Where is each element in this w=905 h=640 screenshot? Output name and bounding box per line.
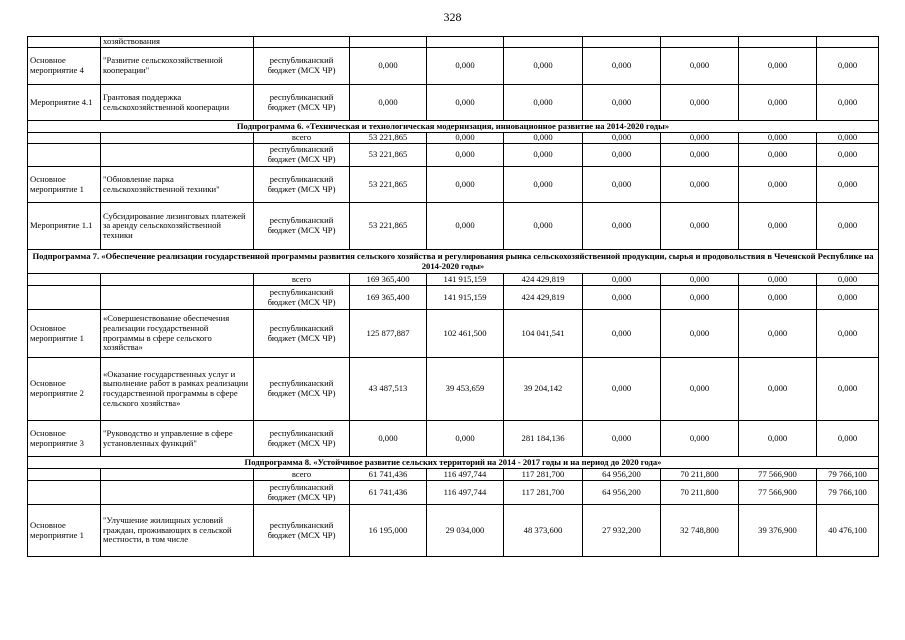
activity-name-cell bbox=[101, 469, 254, 481]
activity-name-cell bbox=[101, 133, 254, 144]
table-row bbox=[28, 144, 879, 167]
year-value-cell: 0,000 bbox=[739, 133, 817, 144]
year-value-cell: 125 877,887 bbox=[350, 310, 427, 358]
activity-type-cell: Основное мероприятие 4 bbox=[28, 48, 101, 85]
year-value-cell: 0,000 bbox=[817, 144, 879, 167]
year-value-cell: 0,000 bbox=[583, 274, 661, 286]
funding-source-cell: республиканский бюджет (МСХ ЧР) bbox=[254, 505, 350, 557]
subprogram-title: Подпрограмма 7. «Обеспечение реализации государственной программы развития сельского хозяйства и регулирования рынка сельскохозяйственной продукции, сырья и продовольствия в Чеченской Республике на 2014-2020 годы» bbox=[28, 250, 879, 274]
year-value-cell: 0,000 bbox=[504, 144, 583, 167]
year-value-cell: 0,000 bbox=[739, 310, 817, 358]
year-value-cell: 0,000 bbox=[583, 310, 661, 358]
year-value-cell: 0,000 bbox=[427, 144, 504, 167]
year-value-cell bbox=[661, 37, 739, 48]
table-row bbox=[28, 203, 879, 250]
funding-source-cell: республиканский бюджет (МСХ ЧР) bbox=[254, 310, 350, 358]
funding-source-cell: республиканский бюджет (МСХ ЧР) bbox=[254, 48, 350, 85]
year-value-cell: 116 497,744 bbox=[427, 469, 504, 481]
year-value-cell: 0,000 bbox=[739, 286, 817, 310]
year-value-cell: 0,000 bbox=[661, 358, 739, 421]
year-value-cell: 116 497,744 bbox=[427, 481, 504, 505]
year-value-cell: 53 221,865 bbox=[350, 133, 427, 144]
year-value-cell: 0,000 bbox=[661, 274, 739, 286]
activity-name-cell bbox=[101, 481, 254, 505]
year-value-cell: 0,000 bbox=[350, 48, 427, 85]
table-row bbox=[28, 274, 879, 286]
year-value-cell bbox=[350, 37, 427, 48]
year-value-cell: 0,000 bbox=[583, 358, 661, 421]
year-value-cell: 0,000 bbox=[583, 167, 661, 203]
activity-name-cell: «Совершенствование обеспечения реализации государственной программы в сфере сельского хозяйства» bbox=[101, 310, 254, 358]
year-value-cell: 0,000 bbox=[661, 310, 739, 358]
year-value-cell: 0,000 bbox=[817, 421, 879, 457]
year-value-cell: 141 915,159 bbox=[427, 274, 504, 286]
year-value-cell: 0,000 bbox=[427, 48, 504, 85]
activity-name-cell: "Руководство и управление в сфере установленных функций" bbox=[101, 421, 254, 457]
year-value-cell: 281 184,136 bbox=[504, 421, 583, 457]
activity-type-cell: Основное мероприятие 3 bbox=[28, 421, 101, 457]
year-value-cell: 40 476,100 bbox=[817, 505, 879, 557]
year-value-cell: 61 741,436 bbox=[350, 469, 427, 481]
year-value-cell: 0,000 bbox=[739, 274, 817, 286]
table-row bbox=[28, 481, 879, 505]
activity-type-cell: Основное мероприятие 2 bbox=[28, 358, 101, 421]
activity-name-cell: Грантовая поддержка сельскохозяйственной кооперации bbox=[101, 85, 254, 121]
year-value-cell: 0,000 bbox=[583, 85, 661, 121]
funding-source-cell: республиканский бюджет (МСХ ЧР) bbox=[254, 286, 350, 310]
year-value-cell: 39 376,900 bbox=[739, 505, 817, 557]
year-value-cell: 117 281,700 bbox=[504, 469, 583, 481]
activity-name-cell: "Улучшение жилищных условий граждан, проживающих в сельской местности, в том числе bbox=[101, 505, 254, 557]
year-value-cell: 0,000 bbox=[817, 358, 879, 421]
year-value-cell: 53 221,865 bbox=[350, 144, 427, 167]
year-value-cell: 0,000 bbox=[661, 48, 739, 85]
activity-name-cell bbox=[101, 286, 254, 310]
year-value-cell: 0,000 bbox=[504, 167, 583, 203]
activity-name-cell bbox=[101, 274, 254, 286]
year-value-cell: 0,000 bbox=[739, 167, 817, 203]
funding-source-cell: всего bbox=[254, 274, 350, 286]
subprogram-title: Подпрограмма 8. «Устойчивое развитие сельских территорий на 2014 - 2017 годы и на период до 2020 года» bbox=[28, 457, 879, 469]
funding-source-cell: всего bbox=[254, 469, 350, 481]
funding-source-cell bbox=[254, 37, 350, 48]
activity-type-cell bbox=[28, 469, 101, 481]
year-value-cell: 0,000 bbox=[427, 85, 504, 121]
year-value-cell: 0,000 bbox=[739, 85, 817, 121]
year-value-cell: 0,000 bbox=[504, 48, 583, 85]
year-value-cell: 0,000 bbox=[661, 203, 739, 250]
table-row bbox=[28, 469, 879, 481]
year-value-cell: 70 211,800 bbox=[661, 481, 739, 505]
activity-name-cell: "Обновление парка сельскохозяйственной техники" bbox=[101, 167, 254, 203]
year-value-cell bbox=[504, 37, 583, 48]
year-value-cell: 0,000 bbox=[817, 286, 879, 310]
year-value-cell: 169 365,400 bbox=[350, 274, 427, 286]
year-value-cell: 141 915,159 bbox=[427, 286, 504, 310]
activity-type-cell: Основное мероприятие 1 bbox=[28, 505, 101, 557]
year-value-cell: 0,000 bbox=[661, 286, 739, 310]
year-value-cell: 0,000 bbox=[739, 421, 817, 457]
activity-name-cell bbox=[101, 144, 254, 167]
table-row bbox=[28, 48, 879, 85]
year-value-cell: 77 566,900 bbox=[739, 469, 817, 481]
activity-name-cell: «Оказание государственных услуг и выполнение работ в рамках реализации государственной программы в сфере сельского хозяйства» bbox=[101, 358, 254, 421]
year-value-cell: 53 221,865 bbox=[350, 167, 427, 203]
funding-source-cell: республиканский бюджет (МСХ ЧР) bbox=[254, 167, 350, 203]
year-value-cell: 0,000 bbox=[350, 85, 427, 121]
year-value-cell: 0,000 bbox=[504, 85, 583, 121]
budget-table-body bbox=[28, 37, 879, 557]
subprogram-row bbox=[28, 457, 879, 469]
funding-source-cell: республиканский бюджет (МСХ ЧР) bbox=[254, 203, 350, 250]
year-value-cell: 77 566,900 bbox=[739, 481, 817, 505]
year-value-cell: 39 453,659 bbox=[427, 358, 504, 421]
year-value-cell: 0,000 bbox=[661, 85, 739, 121]
year-value-cell: 0,000 bbox=[817, 133, 879, 144]
funding-source-cell: республиканский бюджет (МСХ ЧР) bbox=[254, 481, 350, 505]
year-value-cell: 0,000 bbox=[583, 203, 661, 250]
year-value-cell: 79 766,100 bbox=[817, 469, 879, 481]
year-value-cell: 0,000 bbox=[583, 421, 661, 457]
table-row bbox=[28, 310, 879, 358]
year-value-cell: 0,000 bbox=[427, 167, 504, 203]
subprogram-title: Подпрограмма 6. «Техническая и технологическая модернизация, инновационное развитие на 2014-2020 годы» bbox=[28, 121, 879, 133]
funding-source-cell: республиканский бюджет (МСХ ЧР) bbox=[254, 358, 350, 421]
table-row bbox=[28, 167, 879, 203]
year-value-cell: 0,000 bbox=[583, 48, 661, 85]
year-value-cell bbox=[583, 37, 661, 48]
year-value-cell: 0,000 bbox=[661, 133, 739, 144]
table-row bbox=[28, 133, 879, 144]
funding-source-cell: республиканский бюджет (МСХ ЧР) bbox=[254, 85, 350, 121]
year-value-cell: 0,000 bbox=[817, 167, 879, 203]
year-value-cell: 79 766,100 bbox=[817, 481, 879, 505]
table-row bbox=[28, 37, 879, 48]
year-value-cell: 0,000 bbox=[817, 203, 879, 250]
year-value-cell: 16 195,000 bbox=[350, 505, 427, 557]
year-value-cell: 0,000 bbox=[427, 421, 504, 457]
activity-name-cell: Субсидирование лизинговых платежей за аренду сельскохозяйственной техники bbox=[101, 203, 254, 250]
budget-table bbox=[27, 36, 879, 557]
activity-type-cell: Мероприятие 4.1 bbox=[28, 85, 101, 121]
year-value-cell: 104 041,541 bbox=[504, 310, 583, 358]
table-row bbox=[28, 358, 879, 421]
year-value-cell: 64 956,200 bbox=[583, 481, 661, 505]
year-value-cell: 43 487,513 bbox=[350, 358, 427, 421]
year-value-cell: 0,000 bbox=[350, 421, 427, 457]
year-value-cell: 0,000 bbox=[661, 167, 739, 203]
funding-source-cell: республиканский бюджет (МСХ ЧР) bbox=[254, 144, 350, 167]
table-row bbox=[28, 421, 879, 457]
year-value-cell: 39 204,142 bbox=[504, 358, 583, 421]
subprogram-row bbox=[28, 121, 879, 133]
year-value-cell: 0,000 bbox=[427, 133, 504, 144]
page-number: 328 bbox=[443, 10, 462, 24]
year-value-cell: 70 211,800 bbox=[661, 469, 739, 481]
year-value-cell: 0,000 bbox=[817, 85, 879, 121]
year-value-cell: 169 365,400 bbox=[350, 286, 427, 310]
year-value-cell: 0,000 bbox=[817, 274, 879, 286]
activity-type-cell: Основное мероприятие 1 bbox=[28, 167, 101, 203]
activity-type-cell bbox=[28, 274, 101, 286]
table-row bbox=[28, 286, 879, 310]
year-value-cell: 0,000 bbox=[583, 133, 661, 144]
year-value-cell bbox=[427, 37, 504, 48]
table-row bbox=[28, 85, 879, 121]
year-value-cell: 0,000 bbox=[739, 48, 817, 85]
activity-name-cell: хозяйствования bbox=[101, 37, 254, 48]
year-value-cell: 424 429,819 bbox=[504, 274, 583, 286]
year-value-cell: 27 932,200 bbox=[583, 505, 661, 557]
table-row bbox=[28, 505, 879, 557]
year-value-cell bbox=[817, 37, 879, 48]
year-value-cell: 0,000 bbox=[817, 48, 879, 85]
year-value-cell: 0,000 bbox=[583, 144, 661, 167]
activity-type-cell bbox=[28, 144, 101, 167]
year-value-cell: 53 221,865 bbox=[350, 203, 427, 250]
year-value-cell: 117 281,700 bbox=[504, 481, 583, 505]
year-value-cell: 29 034,000 bbox=[427, 505, 504, 557]
year-value-cell: 0,000 bbox=[661, 421, 739, 457]
year-value-cell: 0,000 bbox=[583, 286, 661, 310]
activity-type-cell: Основное мероприятие 1 bbox=[28, 310, 101, 358]
year-value-cell: 0,000 bbox=[739, 144, 817, 167]
year-value-cell: 102 461,500 bbox=[427, 310, 504, 358]
activity-type-cell bbox=[28, 133, 101, 144]
activity-type-cell bbox=[28, 37, 101, 48]
year-value-cell: 0,000 bbox=[427, 203, 504, 250]
funding-source-cell: республиканский бюджет (МСХ ЧР) bbox=[254, 421, 350, 457]
year-value-cell: 0,000 bbox=[504, 133, 583, 144]
activity-name-cell: "Развитие сельскохозяйственной кооперации" bbox=[101, 48, 254, 85]
year-value-cell: 424 429,819 bbox=[504, 286, 583, 310]
activity-type-cell bbox=[28, 286, 101, 310]
year-value-cell: 64 956,200 bbox=[583, 469, 661, 481]
year-value-cell: 61 741,436 bbox=[350, 481, 427, 505]
year-value-cell: 0,000 bbox=[739, 358, 817, 421]
year-value-cell: 0,000 bbox=[661, 144, 739, 167]
year-value-cell: 0,000 bbox=[504, 203, 583, 250]
year-value-cell: 48 373,600 bbox=[504, 505, 583, 557]
activity-type-cell: Мероприятие 1.1 bbox=[28, 203, 101, 250]
year-value-cell: 0,000 bbox=[739, 203, 817, 250]
year-value-cell: 0,000 bbox=[817, 310, 879, 358]
subprogram-row bbox=[28, 250, 879, 274]
funding-source-cell: всего bbox=[254, 133, 350, 144]
activity-type-cell bbox=[28, 481, 101, 505]
year-value-cell bbox=[739, 37, 817, 48]
year-value-cell: 32 748,800 bbox=[661, 505, 739, 557]
